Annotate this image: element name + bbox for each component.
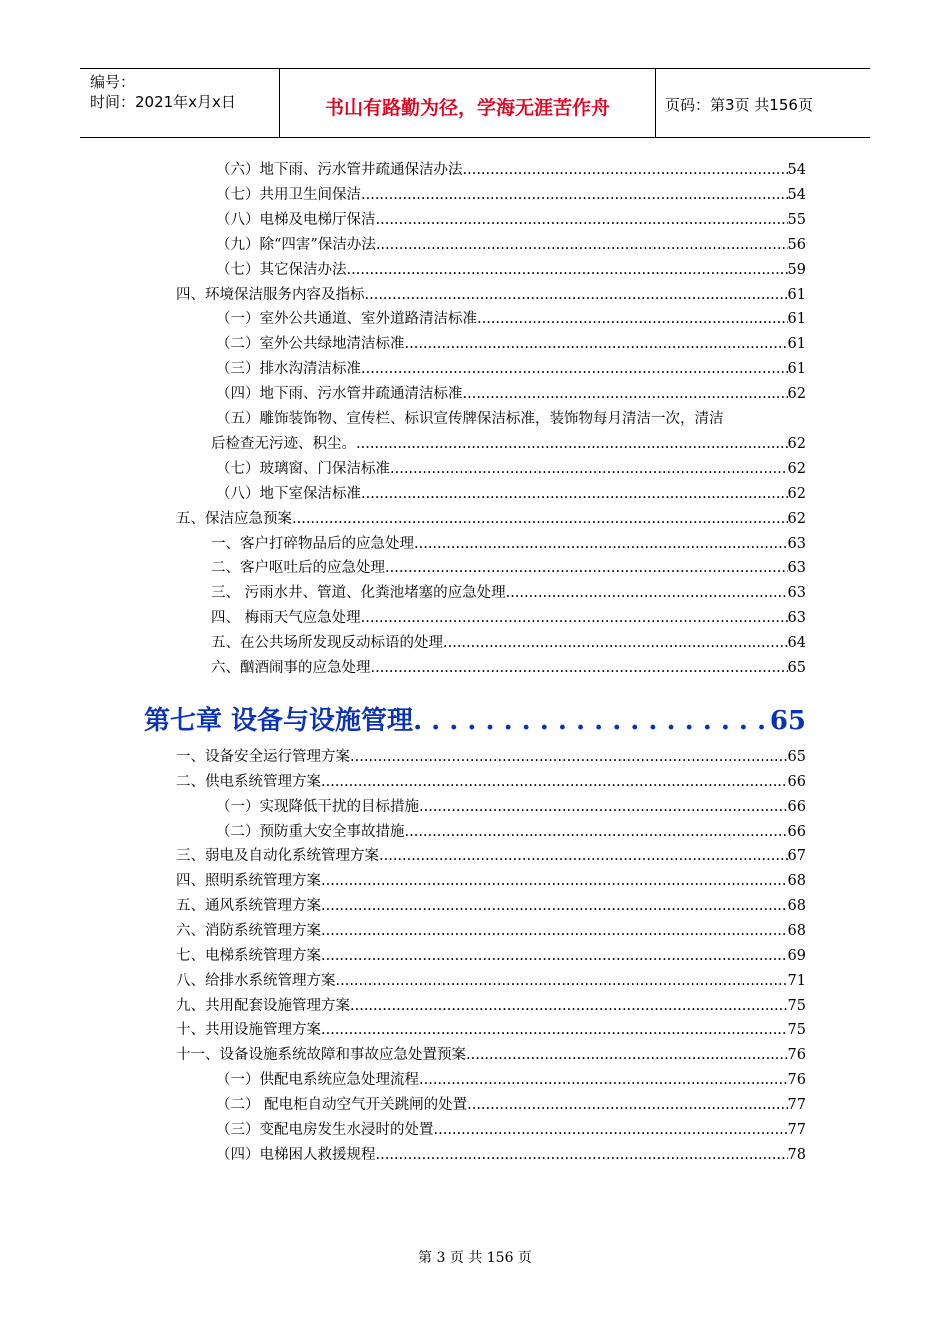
toc-page-number: 66 <box>787 773 806 790</box>
toc-page-number: 61 <box>787 311 806 328</box>
toc-leader-dots <box>371 656 788 681</box>
toc-entry[interactable] <box>216 307 806 332</box>
chapter-title: 第七章 设备与设施管理 <box>144 706 414 736</box>
toc-entry-title: 五、通风系统管理方案 <box>176 898 321 915</box>
toc-page-number: 66 <box>787 798 806 815</box>
toc-entry[interactable] <box>176 1018 806 1043</box>
toc-leader-dots <box>347 258 788 283</box>
toc-entry[interactable] <box>176 1043 806 1068</box>
toc-entry-title: （八）地下室保洁标准 <box>216 485 361 502</box>
toc-entry[interactable] <box>176 507 806 532</box>
document-number-label: 编号： <box>90 73 136 91</box>
toc-leader-dots <box>321 944 788 969</box>
toc-leader-dots <box>356 432 788 457</box>
toc-entry-title: 一、客户打碎物品后的应急处理 <box>211 535 414 552</box>
toc-entry-title: （二）室外公共绿地清洁标准 <box>216 336 405 353</box>
toc-entry-title: 十、共用设施管理方案 <box>176 1022 321 1039</box>
toc-entry[interactable] <box>216 183 806 208</box>
toc-leader-dots <box>376 1143 788 1168</box>
toc-leader-dots <box>419 795 788 820</box>
toc-entry[interactable] <box>176 994 806 1019</box>
toc-leader-dots <box>434 1118 788 1143</box>
toc-page-number: 59 <box>787 261 806 278</box>
toc-entry[interactable] <box>216 258 806 283</box>
toc-page-number: 63 <box>787 535 806 552</box>
header-motto: 书山有路勤为径，学海无涯苦作舟 <box>324 97 610 119</box>
header-middle-cell <box>279 69 656 137</box>
toc-entry-title: （一）室外公共通道、室外道路清洁标准 <box>216 311 477 328</box>
toc-entry[interactable] <box>216 332 806 357</box>
toc-entry[interactable] <box>176 283 806 308</box>
toc-entry-title: 四、照明系统管理方案 <box>176 873 321 890</box>
toc-entry-title: （二） 配电柜自动空气开关跳闸的处置 <box>216 1096 468 1113</box>
toc-leader-dots <box>321 770 788 795</box>
page-header <box>80 68 870 138</box>
toc-leader-dots <box>321 869 788 894</box>
toc-page-number: 54 <box>787 186 806 203</box>
toc-entry-title: （八）电梯及电梯厅保洁 <box>216 211 376 228</box>
toc-entry[interactable] <box>216 208 806 233</box>
toc-entry[interactable] <box>176 969 806 994</box>
toc-entry[interactable] <box>216 158 806 183</box>
toc-entry-title: （七）共用卫生间保洁 <box>216 186 361 203</box>
toc-entry-title: （一）供配电系统应急处理流程 <box>216 1072 419 1089</box>
toc-entry-title: 六、酗酒闹事的应急处理 <box>211 660 371 676</box>
toc-leader-dots <box>292 507 788 532</box>
toc-entry[interactable] <box>176 745 806 770</box>
toc-entry-title: （四）地下雨、污水管井疏通清洁标准 <box>216 386 463 403</box>
toc-leader-dots <box>361 606 788 631</box>
header-right-cell <box>655 69 870 137</box>
toc-entry-title: （七）其它保洁办法 <box>216 261 347 278</box>
toc-entry-title: 二、供电系统管理方案 <box>176 773 321 790</box>
toc-page-number: 71 <box>787 972 806 989</box>
toc-entry[interactable] <box>216 482 806 507</box>
toc-leader-dots <box>321 894 788 919</box>
toc-leader-dots <box>376 233 788 258</box>
toc-entry[interactable] <box>176 869 806 894</box>
toc-page-number: 77 <box>787 1096 806 1113</box>
toc-entry-title: 六、消防系统管理方案 <box>176 922 321 939</box>
toc-entry-title: 四、 梅雨天气应急处理 <box>211 610 361 627</box>
toc-page-number: 66 <box>787 823 806 840</box>
toc-leader-dots <box>443 631 788 656</box>
toc-leader-dots <box>350 994 788 1019</box>
toc-leader-dots <box>477 307 788 332</box>
toc-page-number: 63 <box>787 560 806 577</box>
toc-page-number: 76 <box>787 1047 806 1064</box>
toc-leader-dots <box>321 919 788 944</box>
toc-leader-dots <box>376 208 788 233</box>
toc-entry[interactable] <box>211 656 806 681</box>
toc-page-number: 61 <box>787 286 806 303</box>
toc-page-number: 68 <box>787 898 806 915</box>
toc-leader-dots <box>467 1093 787 1118</box>
header-left-cell <box>80 69 279 137</box>
toc-entry[interactable] <box>211 432 806 457</box>
toc-page-number: 77 <box>787 1121 806 1138</box>
toc-page-number: 62 <box>787 485 806 502</box>
toc-leader-dots <box>385 556 788 581</box>
toc-entry-title: （二）预防重大安全事故措施 <box>216 823 405 840</box>
toc-page-number: 62 <box>787 386 806 403</box>
toc-page-number: 62 <box>787 435 806 452</box>
toc-page-number: 63 <box>787 585 806 602</box>
toc-entry-title: （九）除“四害”保洁办法 <box>216 236 376 253</box>
toc-page-number: 55 <box>787 211 806 228</box>
toc-leader-dots <box>350 745 788 770</box>
toc-entry-title: 五、在公共场所发现反动标语的处理 <box>211 635 443 652</box>
toc-leader-dots <box>361 482 788 507</box>
toc-page-number: 61 <box>787 336 806 353</box>
toc-entry[interactable] <box>216 357 806 382</box>
toc-entry-title: 四、环境保洁服务内容及指标 <box>176 286 365 303</box>
toc-entry[interactable] <box>216 382 806 407</box>
toc-entry-title: 三、弱电及自动化系统管理方案 <box>176 848 379 865</box>
toc-entry-title: 一、设备安全运行管理方案 <box>176 749 350 765</box>
toc-leader-dots <box>506 581 788 606</box>
toc-page-number: 69 <box>787 947 806 964</box>
toc-entry-title: 九、共用配套设施管理方案 <box>176 997 350 1014</box>
document-date-label: 时间：2021年x月x日 <box>90 93 236 111</box>
toc-entry[interactable] <box>211 556 806 581</box>
toc-page-number: 63 <box>787 610 806 627</box>
toc-page-number: 64 <box>787 635 806 652</box>
toc-leader-dots <box>463 382 788 407</box>
toc-entry-title: （四）电梯困人救援规程 <box>216 1146 376 1163</box>
toc-entry-title: 八、给排水系统管理方案 <box>176 972 336 989</box>
toc-page-number: 67 <box>787 848 806 865</box>
toc-entry[interactable] <box>176 844 806 869</box>
toc-page-number: 68 <box>787 922 806 939</box>
toc-entry-title: 七、电梯系统管理方案 <box>176 947 321 964</box>
toc-entry-title: （三）变配电房发生水浸时的处置 <box>216 1121 434 1138</box>
toc-page-number: 76 <box>787 1072 806 1089</box>
toc-entry-title: 十一、设备设施系统故障和事故应急处置预案 <box>176 1047 466 1064</box>
toc-entry-title: （一）实现降低干扰的目标措施 <box>216 798 419 815</box>
toc-leader-dots <box>419 1068 788 1093</box>
toc-page-number: 62 <box>787 510 806 527</box>
chapter-page-number: 65 <box>769 706 806 736</box>
toc-page-number: 68 <box>787 873 806 890</box>
toc-entry[interactable] <box>211 532 806 557</box>
toc-leader-dots <box>361 357 788 382</box>
toc-entry[interactable] <box>216 795 806 820</box>
toc-page-number: 54 <box>787 162 806 178</box>
toc-entry-title: 三、 污雨水井、管道、化粪池堵塞的应急处理 <box>211 585 506 602</box>
toc-leader-dots <box>463 158 788 183</box>
toc-entry[interactable] <box>216 1093 806 1118</box>
toc-page-number: 75 <box>787 997 806 1014</box>
toc-leader-dots <box>321 1018 788 1043</box>
toc-entry-title: 二、客户呕吐后的应急处理 <box>211 560 385 577</box>
toc-entry[interactable] <box>216 1118 806 1143</box>
toc-entry[interactable] <box>211 606 806 631</box>
toc-leader-dots <box>379 844 788 869</box>
toc-entry-title: （七）玻璃窗、门保洁标准 <box>216 460 390 477</box>
toc-entry[interactable] <box>211 631 806 656</box>
toc-entry-continued[interactable] <box>216 407 724 432</box>
toc-leader-dots <box>336 969 788 994</box>
toc-page-number: 75 <box>787 1022 806 1039</box>
toc-entry-title: 五、保洁应急预案 <box>176 510 292 527</box>
toc-leader-dots <box>390 457 788 482</box>
toc-entry[interactable] <box>216 820 806 845</box>
toc-page-number: 65 <box>787 660 806 676</box>
page-footer: 第 3 页 共 156 页 <box>418 1250 532 1266</box>
toc-leader-dots <box>466 1043 788 1068</box>
toc-entry[interactable] <box>176 919 806 944</box>
toc-page-number: 78 <box>787 1146 806 1163</box>
toc-entry-title: （六）地下雨、污水管井疏通保洁办法 <box>216 162 463 178</box>
toc-entry-title: （五）雕饰装饰物、宣传栏、标识宣传牌保洁标准，装饰物每月清洁一次，清洁 <box>216 411 724 427</box>
chapter-heading[interactable] <box>144 700 806 744</box>
toc-entry[interactable] <box>216 457 806 482</box>
toc-leader-dots <box>361 183 788 208</box>
toc-entry[interactable] <box>176 770 806 795</box>
toc-entry[interactable] <box>176 894 806 919</box>
toc-leader-dots <box>365 283 788 308</box>
toc-entry-title: 后检查无污迹、积尘。 <box>211 435 356 452</box>
toc-entry[interactable] <box>176 944 806 969</box>
toc-leader-dots <box>405 820 788 845</box>
chapter-leader-dots <box>413 706 770 736</box>
toc-entry-title: （三）排水沟清洁标准 <box>216 361 361 378</box>
toc-entry[interactable] <box>216 1068 806 1093</box>
toc-entry[interactable] <box>216 233 806 258</box>
toc-page-number: 62 <box>787 460 806 477</box>
toc-page-number: 56 <box>787 236 806 253</box>
toc-page-number: 61 <box>787 361 806 378</box>
toc-entry[interactable] <box>211 581 806 606</box>
toc-leader-dots <box>414 532 788 557</box>
toc-entry[interactable] <box>216 1143 806 1168</box>
header-page-info: 页码：第3页 共156页 <box>665 96 813 114</box>
toc-leader-dots <box>405 332 788 357</box>
toc-page-number: 65 <box>787 749 806 765</box>
